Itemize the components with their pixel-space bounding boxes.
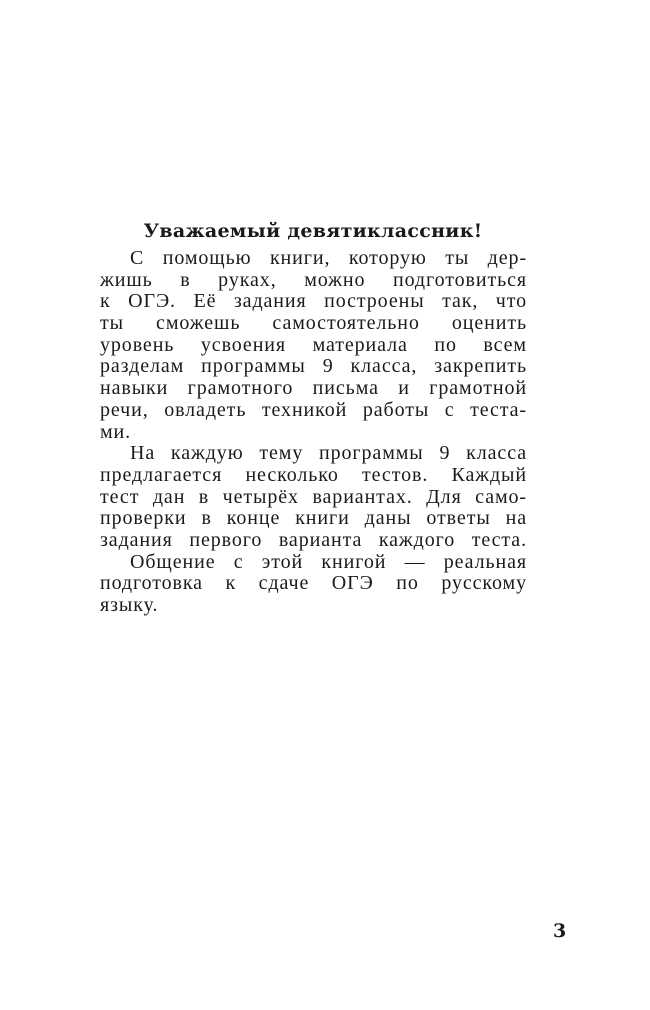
- text-line: языку.: [100, 594, 159, 616]
- text-line: предлагается несколько тестов. Каждый: [100, 463, 527, 486]
- text-line: к ОГЭ. Её задания построены так, что: [100, 290, 527, 313]
- text-line: Общение с этой книгой — реальная: [130, 550, 527, 573]
- text-line: С помощью книги, которую ты дер-: [130, 247, 527, 269]
- text-line: уровень усвоения материала по всем: [100, 333, 527, 356]
- text-line: подготовка к сдаче ОГЭ по русскому: [100, 572, 527, 595]
- text-line: навыки грамотного письма и грамотной: [100, 377, 527, 400]
- text-line: задания первого варианта каждого теста.: [100, 528, 527, 551]
- page-title: Уважаемый девятиклассник!: [143, 220, 483, 242]
- text-line: На каждую тему программы 9 класса: [130, 442, 527, 465]
- body-text: [100, 248, 527, 617]
- paragraph-1: [100, 248, 527, 443]
- text-line: ты сможешь самостоятельно оценить: [100, 312, 527, 335]
- page-number: 3: [553, 920, 567, 942]
- text-line: тест дан в четырёх вариантах. Для само-: [100, 485, 527, 508]
- text-line: жишь в руках, можно подготовиться: [100, 268, 527, 291]
- paragraph-3: [100, 552, 527, 617]
- text-line: разделам программы 9 класса, закрепить: [100, 355, 527, 378]
- text-line: проверки в конце книги даны ответы на: [100, 507, 527, 530]
- paragraph-2: [100, 443, 527, 551]
- text-line: речи, овладеть техникой работы с теста-: [100, 398, 527, 421]
- text-line: ми.: [100, 420, 132, 443]
